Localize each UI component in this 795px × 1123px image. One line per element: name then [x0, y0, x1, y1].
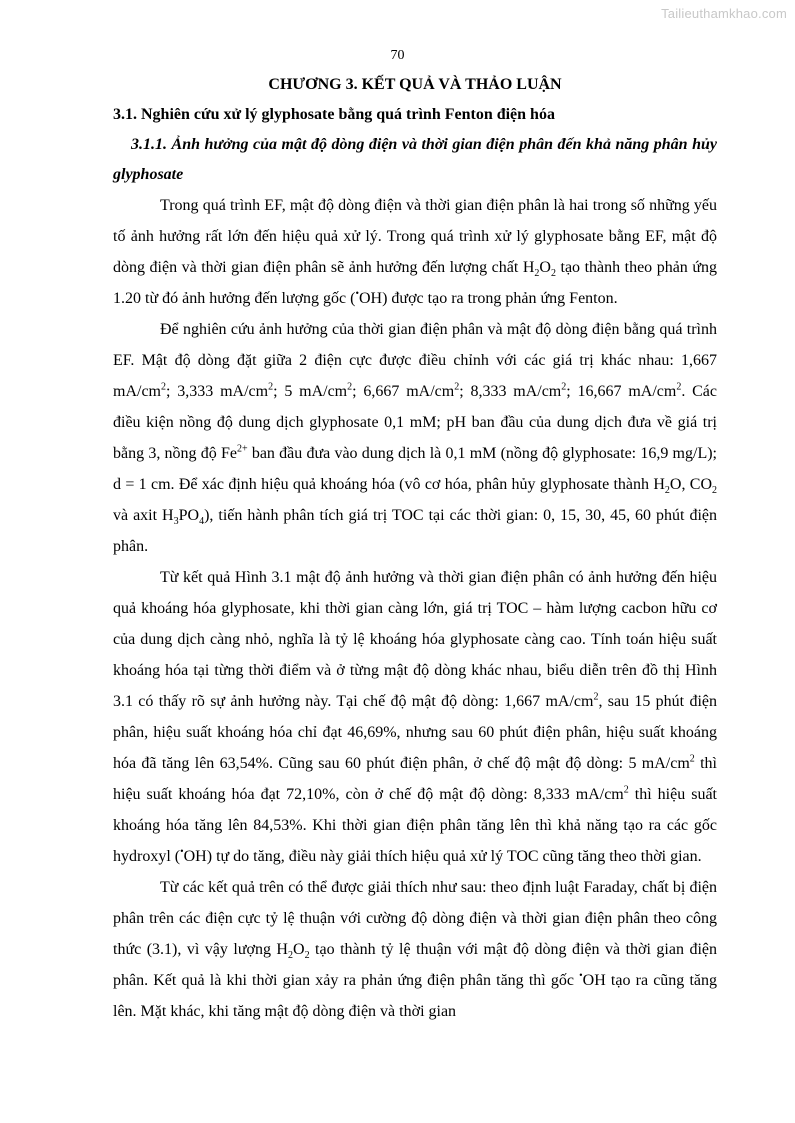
text-run: thì hiệu suất khoáng hóa đạt 72,10%, còn ở chế độ mật độ dòng: 8,333 mA/cm — [113, 755, 718, 803]
text-run: ; 6,667 mA/cm — [352, 383, 455, 400]
text-run: PO — [178, 507, 200, 524]
text-run: . Các điều kiện nồng độ dung dịch glyphosate 0,1 mM; pH ban đầu của dung dịch đưa về giá trị bằng 3, nồng độ Fe — [113, 383, 717, 462]
superscript: 2 — [623, 784, 629, 796]
superscript: 2 — [454, 381, 460, 393]
text-run: O — [539, 259, 551, 276]
text-run: OH tạo ra cũng tăng lên. Mặt khác, khi tăng mật độ dòng điện và thời gian — [113, 972, 718, 1020]
superscript: 2+ — [236, 443, 248, 455]
subscript: 3 — [173, 516, 179, 528]
text-run: O, CO — [669, 476, 713, 493]
subscript: 2 — [550, 268, 556, 280]
text-run: ; 5 mA/cm — [273, 383, 348, 400]
radical-dot: • — [579, 970, 583, 982]
text-run: , sau 15 phút điện phân, hiệu suất khoáng hóa chỉ đạt 46,69%, nhưng sau 60 phút điện phân, hiệu suất khoáng hóa đã tăng lên 63,54%. Cũng sau 60 phút điện phân, ở chế độ mật độ dòng: 5 mA/cm — [113, 693, 717, 772]
radical-dot: • — [355, 288, 359, 300]
text-run: ; 3,333 mA/cm — [166, 383, 269, 400]
superscript: 2 — [676, 381, 682, 393]
document-body — [113, 70, 717, 1027]
superscript: 2 — [689, 753, 695, 765]
text-run: tạo thành theo phản ứng 1.20 từ đó ảnh hưởng đến lượng gốc ( — [113, 259, 718, 307]
subscript: 2 — [664, 485, 670, 497]
superscript: 2 — [268, 381, 274, 393]
watermark: Tailieuthamkhao.com — [661, 6, 787, 21]
page-number: 70 — [390, 48, 405, 63]
text-run: O — [293, 941, 305, 958]
superscript: 2 — [161, 381, 166, 393]
superscript: 2 — [593, 691, 599, 703]
text-run: OH) tự do tăng, điều này giải thích hiệu quả xử lý TOC cũng tăng theo thời gian. — [183, 848, 702, 865]
subsection-title: 3.1.1. Ảnh hưởng của mật độ dòng điện và thời gian điện phân đến khả năng phân hủy glyphosate — [113, 136, 717, 183]
paragraph-2 — [113, 314, 717, 562]
text-run: OH) được tạo ra trong phản ứng Fenton. — [358, 290, 618, 307]
chapter-title: CHƯƠNG 3. KẾT QUẢ VÀ THẢO LUẬN — [268, 76, 562, 93]
text-run: và axit H — [113, 507, 174, 524]
paragraph-3 — [113, 562, 717, 872]
subscript: 4 — [199, 516, 205, 528]
paragraph-4 — [113, 872, 717, 1027]
text-run: Từ kết quả Hình 3.1 mật độ ảnh hưởng và thời gian điện phân có ảnh hưởng đến hiệu quả khoáng hóa glyphosate, khi thời gian càng lớn, giá trị TOC – hàm lượng cacbon hữu cơ của dung dịch càng nhỏ, nghĩa là tỷ lệ khoáng hóa glyphosate càng cao. Tính toán hiệu suất khoáng hóa tại từng thời điểm và ở từng mật độ dòng khác nhau, biểu diễn trên đồ thị Hình 3.1 có thấy rõ sự ảnh hưởng này. Tại chế độ mật độ dòng: 1,667 mA/cm — [113, 569, 717, 710]
subscript: 2 — [304, 950, 310, 962]
superscript: 2 — [347, 381, 353, 393]
paragraph-1 — [113, 190, 717, 314]
text-run: ; 8,333 mA/cm — [459, 383, 562, 400]
radical-dot: • — [180, 846, 184, 858]
subscript: 2 — [712, 485, 718, 497]
text-run: ), tiến hành phân tích giá trị TOC tại các thời gian: 0, 15, 30, 45, 60 phút điện phân. — [113, 507, 717, 555]
section-title: 3.1. Nghiên cứu xử lý glyphosate bằng quá trình Fenton điện hóa — [113, 106, 555, 123]
text-run: Trong quá trình EF, mật độ dòng điện và thời gian điện phân là hai trong số những yếu tố ảnh hưởng rất lớn đến hiệu quả xử lý. Trong quá trình xử lý glyphosate bằng EF, mật độ dòng điện và thời gian điện phân sẽ ảnh hưởng đến lượng chất H — [113, 197, 717, 276]
text-run: Để nghiên cứu ảnh hưởng của thời gian điện phân và mật độ dòng điện bằng quá trình EF. Mật độ dòng đặt giữa 2 điện cực được điều chỉnh với các giá trị khác nhau: 1,667 mA/cm — [113, 321, 717, 400]
text-run: ; 16,667 mA/cm — [566, 383, 677, 400]
text-run: Từ các kết quả trên có thể được giải thích như sau: theo định luật Faraday, chất bị điện phân trên các điện cực tỷ lệ thuận với cường độ dòng điện và thời gian điện phân theo công thức (3.1), vì vậy lượng H — [113, 879, 717, 958]
text-run: tạo thành tỷ lệ thuận với mật độ dòng điện và thời gian điện phân. Kết quả là khi thời gian xảy ra phản ứng điện phân tăng thì gốc — [113, 941, 718, 989]
superscript: 2 — [561, 381, 567, 393]
subscript: 2 — [288, 950, 293, 962]
subscript: 2 — [534, 268, 540, 280]
text-run: ban đầu đưa vào dung dịch là 0,1 mM (nồng độ glyphosate: 16,9 mg/L); d = 1 cm. Để xác định hiệu quả khoáng hóa (vô cơ hóa, phân hủy glyphosate thành H — [113, 445, 717, 493]
text-run: thì hiệu suất khoáng hóa tăng lên 84,53%. Khi thời gian điện phân tăng lên thì khả năng tạo ra các gốc hydroxyl ( — [113, 786, 717, 865]
